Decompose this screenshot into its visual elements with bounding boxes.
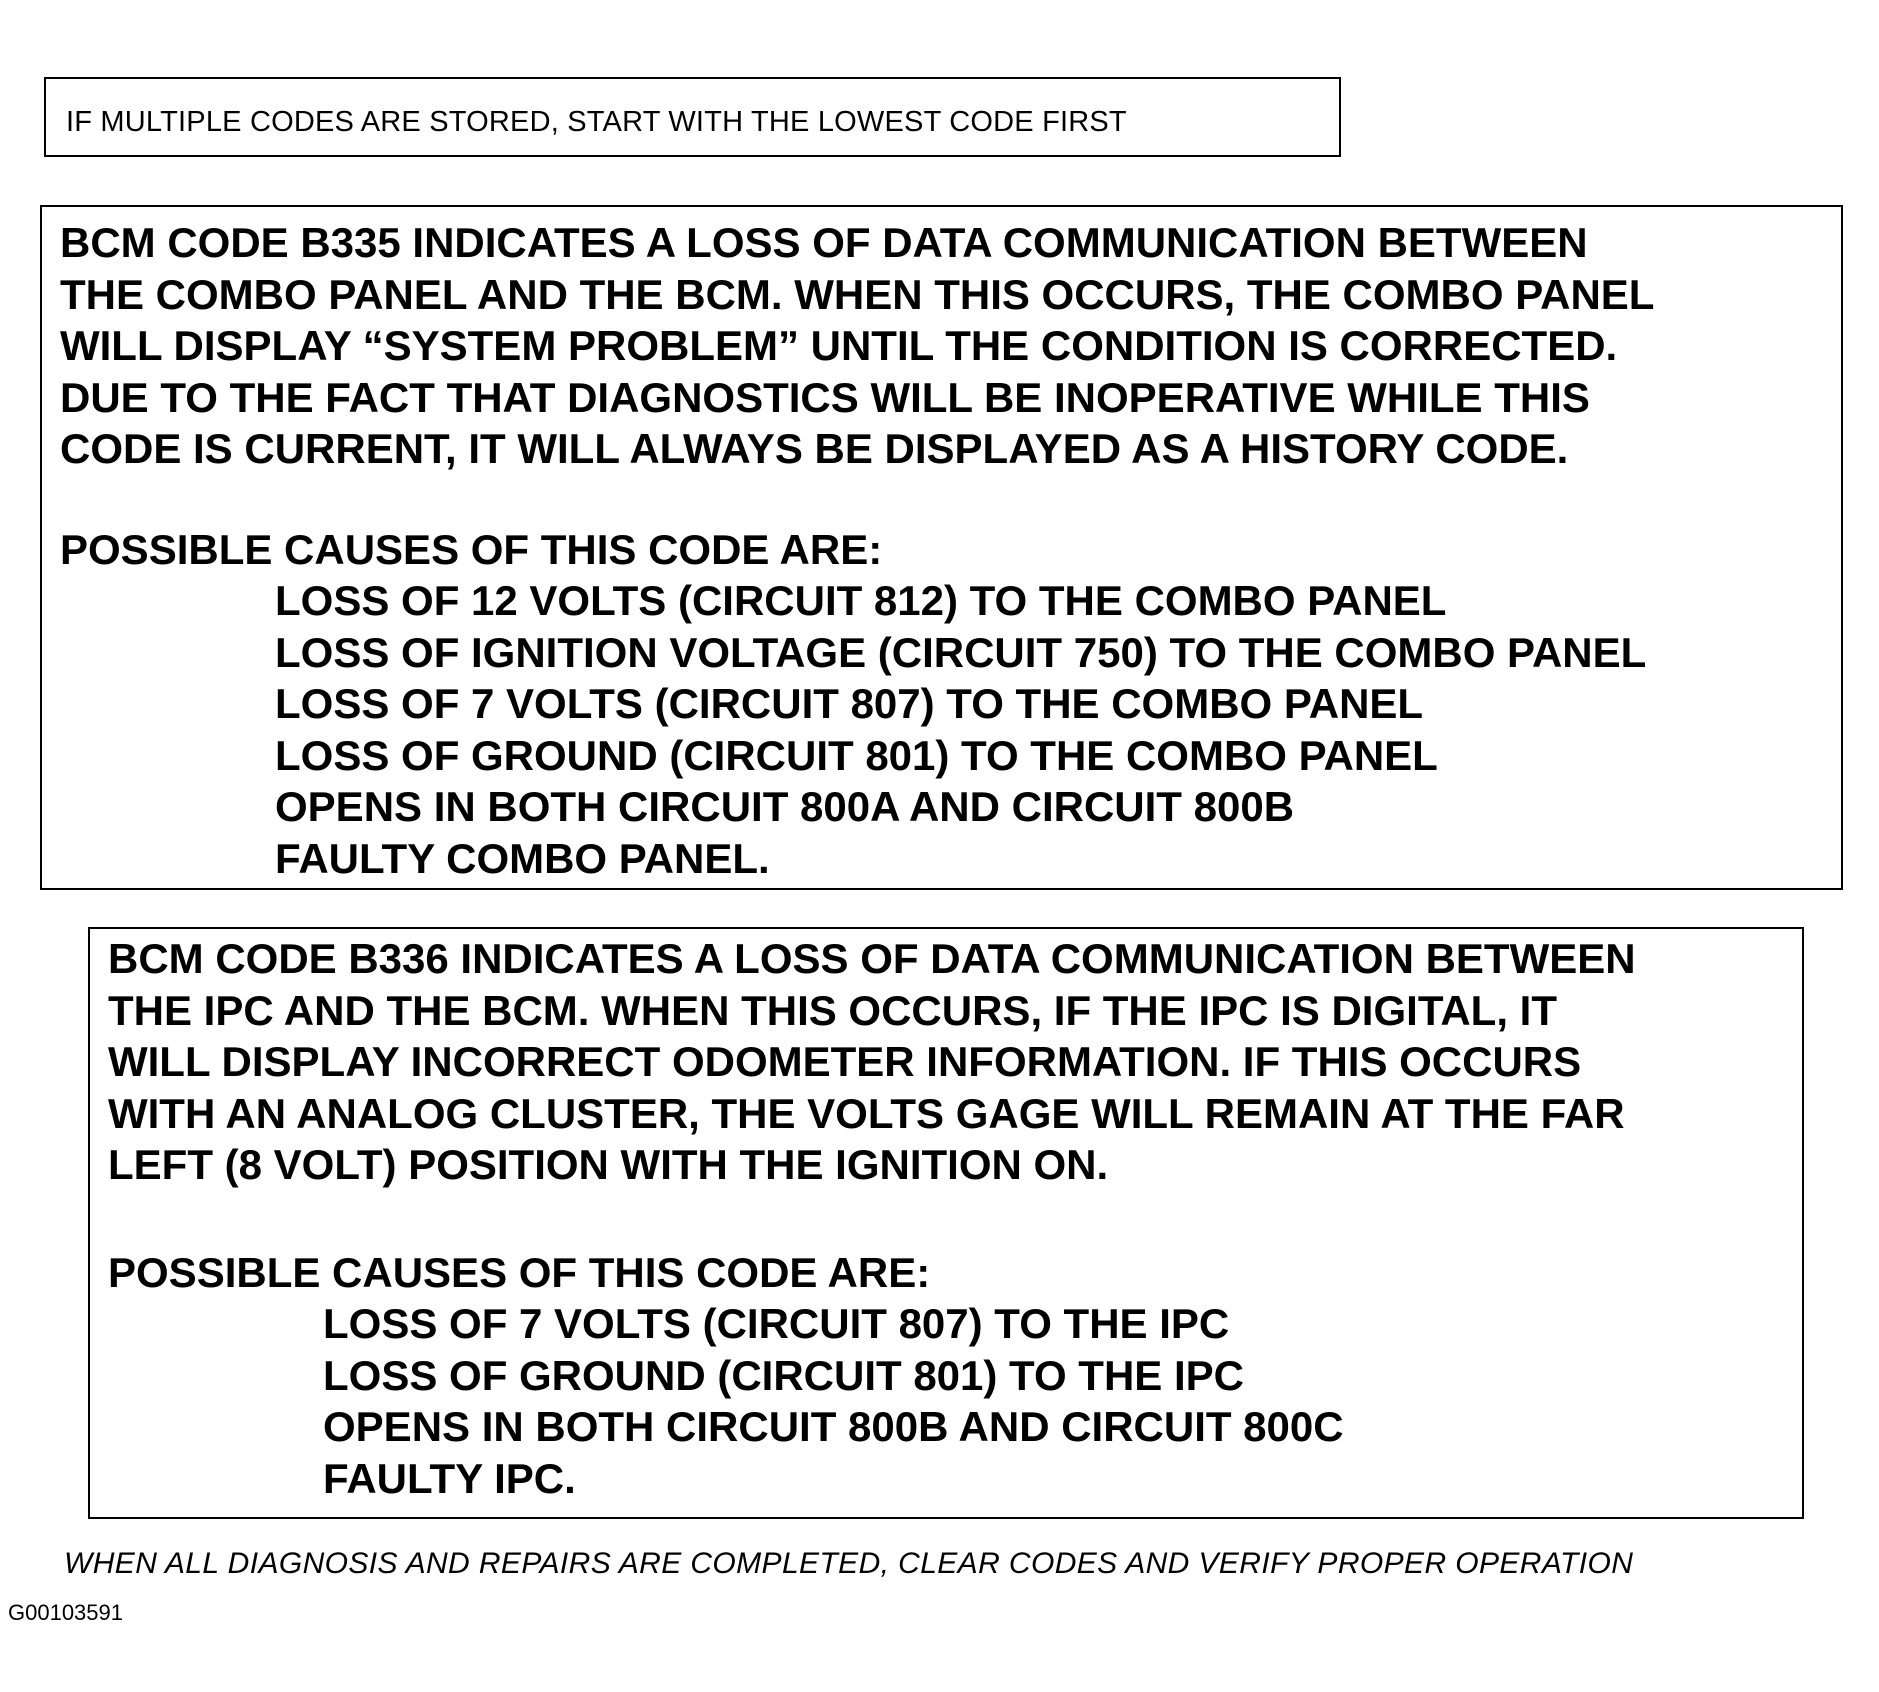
b335-description-line: CODE IS CURRENT, IT WILL ALWAYS BE DISPLAYED AS A HISTORY CODE.	[60, 425, 1569, 472]
b335-description-line: THE COMBO PANEL AND THE BCM. WHEN THIS OCCURS, THE COMBO PANEL	[60, 270, 1655, 318]
list-item: LOSS OF GROUND (CIRCUIT 801) TO THE IPC	[323, 1351, 1244, 1399]
list-item: LOSS OF GROUND (CIRCUIT 801) TO THE COMBO PANEL	[275, 731, 1438, 779]
list-item: OPENS IN BOTH CIRCUIT 800B AND CIRCUIT 800C	[323, 1403, 1344, 1450]
b335-description-line: BCM CODE B335 INDICATES A LOSS OF DATA COMMUNICATION BETWEEN	[60, 219, 1588, 266]
b335-causes-heading: POSSIBLE CAUSES OF THIS CODE ARE:	[60, 526, 883, 573]
figure-id: G00103591	[8, 1600, 123, 1625]
list-item: FAULTY COMBO PANEL.	[275, 834, 770, 882]
b336-description-line: WITH AN ANALOG CLUSTER, THE VOLTS GAGE WILL REMAIN AT THE FAR	[108, 1089, 1625, 1137]
b336-causes-heading: POSSIBLE CAUSES OF THIS CODE ARE:	[108, 1249, 931, 1296]
multiple-codes-note: IF MULTIPLE CODES ARE STORED, START WITH THE LOWEST CODE FIRST	[66, 106, 1127, 138]
multiple-codes-note-box	[44, 77, 1341, 157]
list-item: FAULTY IPC.	[323, 1454, 576, 1502]
b336-description-line: BCM CODE B336 INDICATES A LOSS OF DATA COMMUNICATION BETWEEN	[108, 935, 1636, 982]
b335-description	[60, 217, 1654, 475]
b336-causes-list	[323, 1298, 1344, 1504]
footer-note: WHEN ALL DIAGNOSIS AND REPAIRS ARE COMPLETED, CLEAR CODES AND VERIFY PROPER OPERATION	[64, 1547, 1634, 1580]
list-item: LOSS OF IGNITION VOLTAGE (CIRCUIT 750) TO THE COMBO PANEL	[275, 628, 1647, 676]
b335-description-line: WILL DISPLAY “SYSTEM PROBLEM” UNTIL THE CONDITION IS CORRECTED.	[60, 322, 1618, 369]
b336-description	[108, 933, 1636, 1191]
b336-description-line: THE IPC AND THE BCM. WHEN THIS OCCURS, IF THE IPC IS DIGITAL, IT	[108, 986, 1557, 1034]
list-item: OPENS IN BOTH CIRCUIT 800A AND CIRCUIT 800B	[275, 783, 1295, 830]
b335-description-line: DUE TO THE FACT THAT DIAGNOSTICS WILL BE INOPERATIVE WHILE THIS	[60, 373, 1590, 421]
list-item: LOSS OF 12 VOLTS (CIRCUIT 812) TO THE COMBO PANEL	[275, 577, 1447, 624]
b336-description-line: LEFT (8 VOLT) POSITION WITH THE IGNITION ON.	[108, 1141, 1109, 1188]
b335-causes-list	[275, 575, 1646, 884]
b336-info-box	[88, 927, 1804, 1519]
b335-info-box	[40, 205, 1843, 890]
list-item: LOSS OF 7 VOLTS (CIRCUIT 807) TO THE COMBO PANEL	[275, 680, 1424, 727]
list-item: LOSS OF 7 VOLTS (CIRCUIT 807) TO THE IPC	[323, 1300, 1230, 1347]
b336-description-line: WILL DISPLAY INCORRECT ODOMETER INFORMATION. IF THIS OCCURS	[108, 1038, 1582, 1085]
